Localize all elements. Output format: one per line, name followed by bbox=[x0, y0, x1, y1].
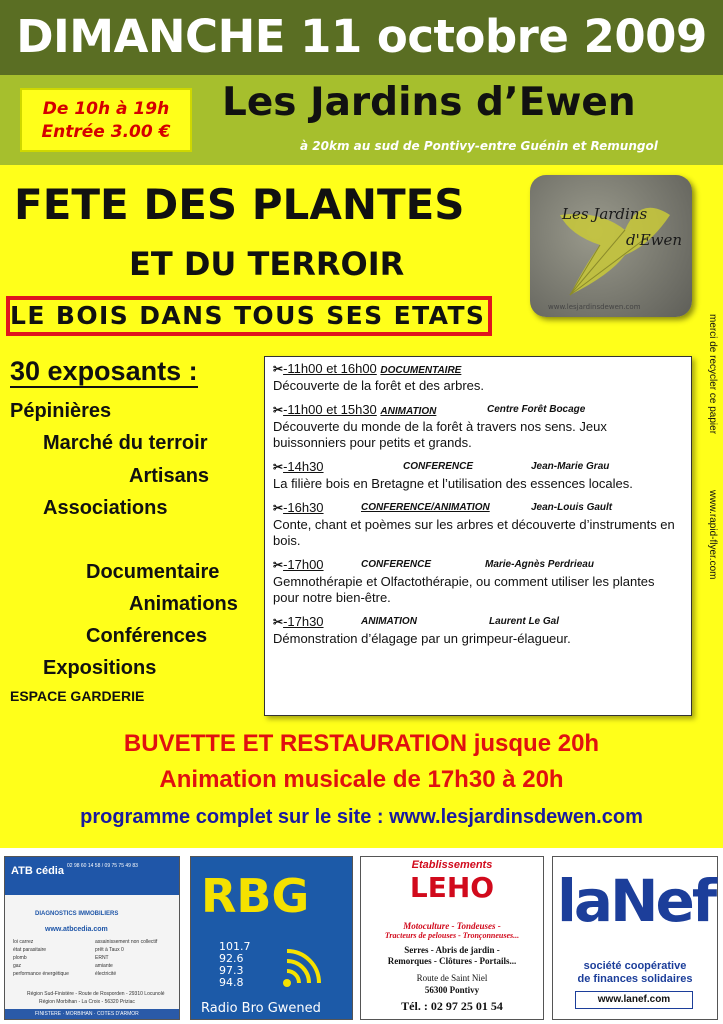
sponsor-nef bbox=[552, 856, 718, 1020]
scissors-icon: ✂ bbox=[273, 558, 284, 572]
recycle-note: merci de recycler ce papier bbox=[707, 314, 718, 435]
category-item: Associations bbox=[43, 497, 168, 519]
category-item: Conférences bbox=[86, 625, 208, 647]
scissors-icon: ✂ bbox=[273, 362, 284, 376]
hours-text: De 10h à 19h bbox=[42, 99, 170, 119]
main-title: FETE DES PLANTES bbox=[14, 180, 465, 229]
event-date: DIMANCHE 11 octobre 2009 bbox=[16, 10, 707, 63]
scissors-icon: ✂ bbox=[273, 615, 284, 629]
printer-note: www.rapid-flyer.com bbox=[707, 490, 718, 580]
logo-line2: d'Ewen bbox=[626, 231, 683, 249]
program-box bbox=[264, 356, 692, 716]
category-item: Marché du terroir bbox=[43, 432, 208, 454]
radio-waves-icon bbox=[277, 943, 337, 993]
theme-banner-text: LE BOIS DANS TOUS SES ETATS bbox=[10, 301, 486, 330]
atb-foot: FINISTERE · MORBIHAN · COTES D'ARMOR bbox=[35, 1011, 139, 1017]
subtitle: ET DU TERROIR bbox=[129, 245, 405, 283]
category-item: Animations bbox=[129, 593, 238, 615]
buvette-text: BUVETTE ET RESTAURATION jusque 20h bbox=[123, 730, 600, 757]
header-band bbox=[0, 0, 723, 75]
program-event: ✂-11h00 et 16h00 DOCUMENTAIRE Découverte de la forêt et des arbres. bbox=[273, 361, 485, 393]
sponsor-atb: ATB cédia 02 98 60 14 58 / 09 75 75 49 83 DIAGNOSTICS IMMOBILIERS www.atbcedia.com loi carrez état parasitaire plomb gaz performance énergétique assainissement non collectif prêt à Taux 0 ERNT amiante électricité Région Sud-Finistère - Route de Rosporden - 29310 Locunolé Région Morbihan - La Croix - 56320 Priziac FINISTERE · MORBIHAN · COTES D'ARMOR bbox=[4, 856, 180, 1020]
garden-logo bbox=[530, 175, 692, 317]
location-text: à 20km au sud de Pontivy-entre Guénin et Remungol bbox=[300, 139, 658, 153]
leho-name: LEHO bbox=[409, 871, 495, 904]
music-text: Animation musicale de 17h30 à 20h bbox=[159, 766, 564, 793]
program-event: ✂-17h30 ANIMATION Laurent Le Gal Démonstration d’élagage par un grimpeur-élagueur. bbox=[273, 614, 571, 646]
hours-box bbox=[20, 88, 192, 152]
scissors-icon: ✂ bbox=[273, 460, 284, 474]
rbg-frequencies: 101.7 92.6 97.3 94.8 bbox=[219, 940, 251, 989]
program-event: ✂-16h30 CONFERENCE/ANIMATION Jean-Louis Gault Conte, chant et poèmes sur les arbres et découverte d’instruments en bois. bbox=[273, 500, 675, 548]
atb-diag: DIAGNOSTICS IMMOBILIERS bbox=[35, 911, 119, 917]
exhibitors-title: 30 exposants : bbox=[10, 356, 198, 386]
logo-line1: Les Jardins bbox=[562, 205, 648, 223]
scissors-icon: ✂ bbox=[273, 501, 284, 515]
sponsor-leho: Etablissements LEHO Motoculture - Tondeuses - Tracteurs de pelouses - Tronçonneuses... Serres - Abris de jardin - Remorques - Clôtures - Portails... Route de Saint Niel 56300 Pontivy Tél. : 02 97 25 01 54 bbox=[360, 856, 544, 1020]
category-item: Pépinières bbox=[10, 400, 112, 422]
logo-url: www.lesjardinsdewen.com bbox=[548, 303, 641, 311]
program-event: ✂-17h00 CONFERENCE Marie-Agnès Perdrieau Gemnothérapie et Olfactothérapie, ou comment utiliser les plantes pour notre bien-être. bbox=[273, 557, 655, 605]
category-item: Artisans bbox=[129, 465, 210, 487]
sponsor-rbg bbox=[190, 856, 353, 1020]
nef-logo: laNef bbox=[557, 867, 715, 935]
program-event: ✂-11h00 et 15h30 ANIMATION Centre Forêt Bocage Découverte du monde de la forêt à travers nos sens. Jeux buissonniers pour petits et grands. bbox=[273, 402, 607, 450]
garden-name: Les Jardins d’Ewen bbox=[222, 80, 636, 125]
entry-price: Entrée 3.00 € bbox=[41, 122, 171, 142]
program-event: ✂-14h30 CONFERENCE Jean-Marie Grau La filière bois en Bretagne et l’utilisation des essences locales. bbox=[273, 459, 633, 491]
scissors-icon: ✂ bbox=[273, 403, 284, 417]
atb-phones: 02 98 60 14 58 / 09 75 75 49 83 bbox=[67, 863, 138, 869]
category-item: Expositions bbox=[43, 657, 157, 679]
nef-tagline: société coopérative de finances solidaires bbox=[577, 960, 693, 985]
rbg-name: RBG bbox=[201, 869, 310, 923]
category-item: Documentaire bbox=[86, 561, 220, 583]
program-link[interactable]: programme complet sur le site : www.lesjardinsdewen.com bbox=[80, 806, 643, 828]
atb-brand: ATB cédia bbox=[11, 865, 64, 877]
daycare-label: ESPACE GARDERIE bbox=[10, 688, 145, 704]
rbg-radio-name: Radio Bro Gwened bbox=[201, 1001, 321, 1016]
nef-www[interactable]: www.lanef.com bbox=[575, 991, 693, 1009]
atb-www: www.atbcedia.com bbox=[45, 926, 108, 933]
theme-banner bbox=[6, 296, 492, 336]
